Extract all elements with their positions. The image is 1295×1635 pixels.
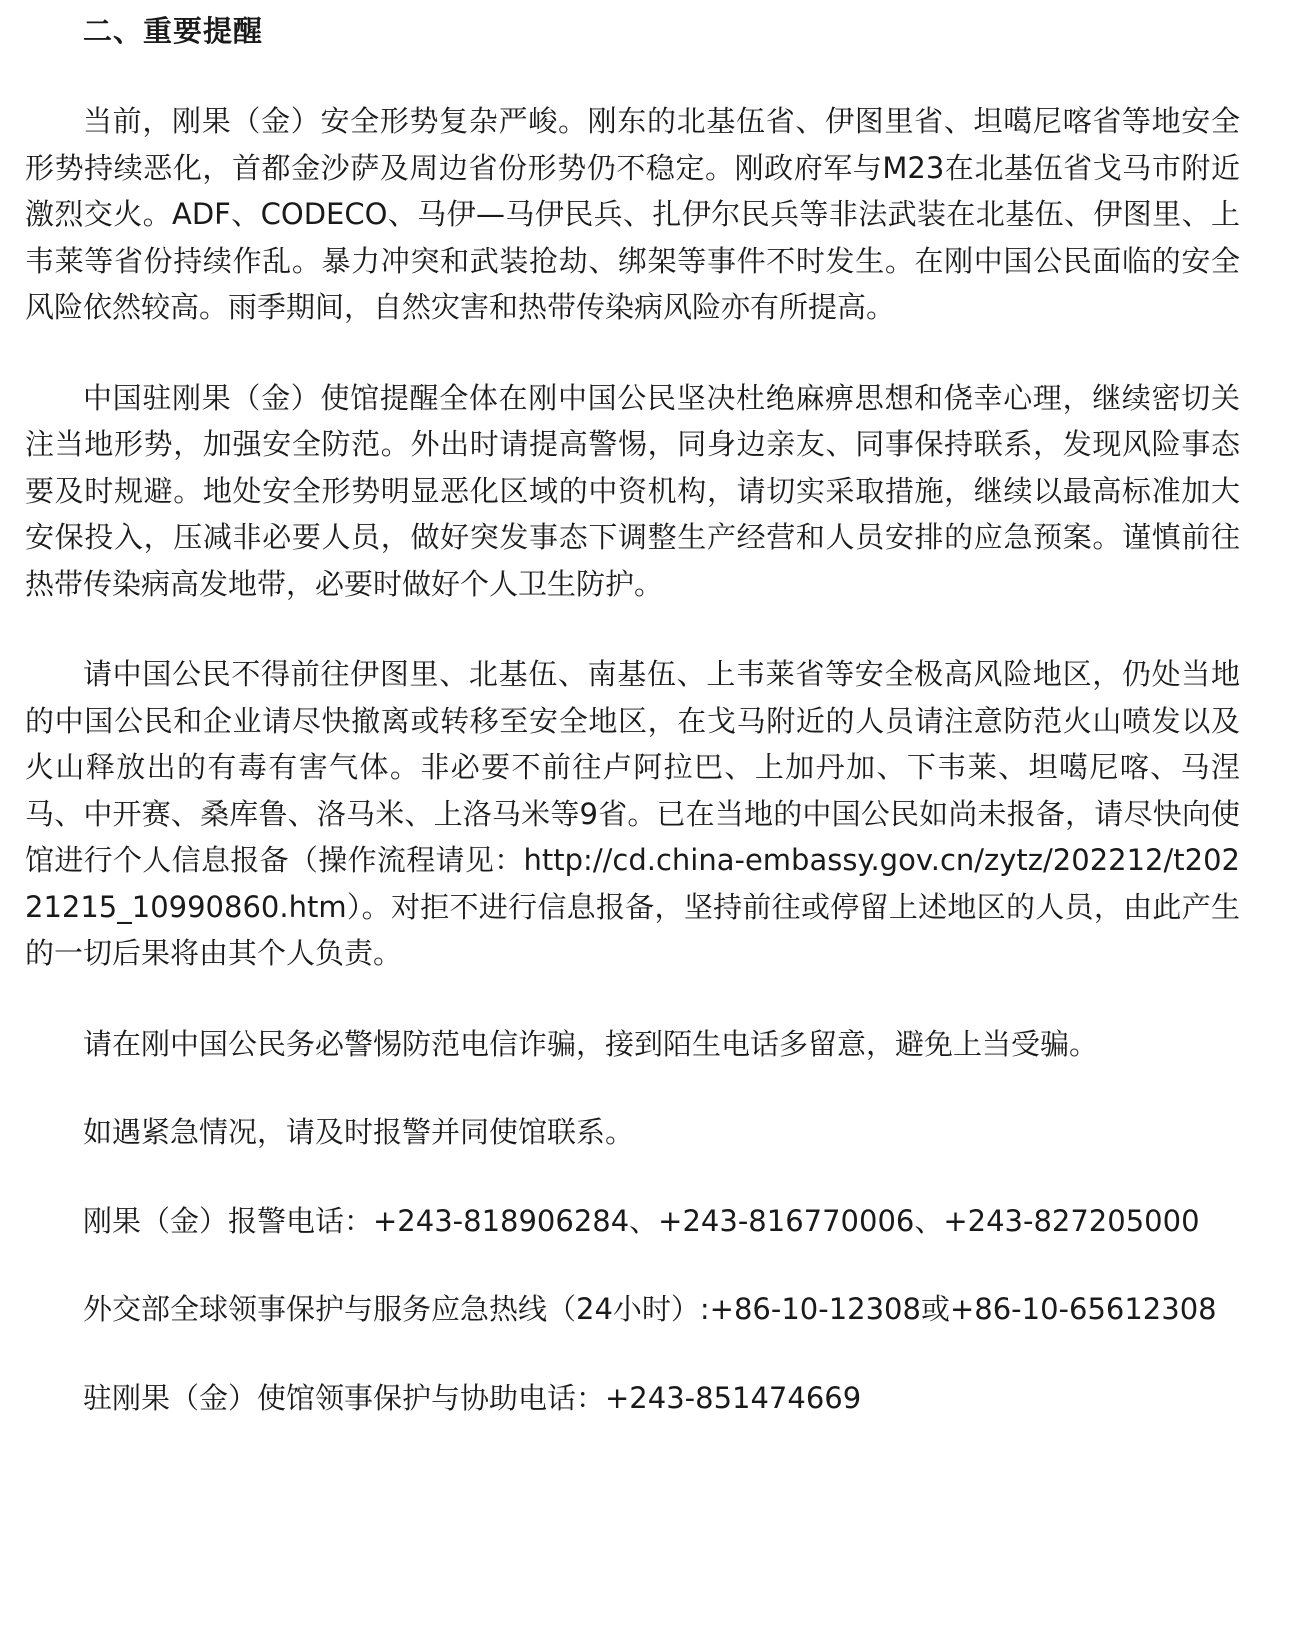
paragraph-fraud-warning: 请在刚中国公民务必警惕防范电信诈骗，接到陌生电话多留意，避免上当受骗。 [83,1026,1099,1061]
paragraph-police-phones: 刚果（金）报警电话：+243-818906284、+243-816770006、+243-827205000 [83,1203,1200,1238]
paragraph-hotline: 外交部全球领事保护与服务应急热线（24小时）:+86-10-12308或+86-10-65612308 [83,1292,1217,1326]
article-body [25,0,1240,1421]
paragraph-travel-restrictions: 请中国公民不得前往伊图里、北基伍、南基伍、上韦莱省等安全极高风险地区，仍处当地的中国公民和企业请尽快撤离或转移至安全地区，在戈马附近的人员请注意防范火山喷发以及火山释放出的有毒有害气体。非必要不前往卢阿拉巴、上加丹加、下韦莱、坦噶尼喀、马涅马、中开赛、桑库鲁、洛马米、上洛马米等9省。已在当地的中国公民如尚未报备，请尽快向使馆进行个人信息报备（操作流程请见：http://cd.china-embassy.gov.cn/zytz/202212/t20221215_10990860.htm）。对拒不进行信息报备，坚持前往或停留上述地区的人员，由此产生的一切后果将由其个人负责。 [25,657,1240,970]
paragraph-embassy-reminder: 中国驻刚果（金）使馆提醒全体在刚中国公民坚决杜绝麻痹思想和侥幸心理，继续密切关注当地形势，加强安全防范。外出时请提高警惕，同身边亲友、同事保持联系，发现风险事态要及时规避。地处安全形势明显恶化区域的中资机构，请切实采取措施，继续以最高标准加大安保投入，压减非必要人员，做好突发事态下调整生产经营和人员安排的应急预案。谨慎前往热带传染病高发地带，必要时做好个人卫生防护。 [25,380,1240,601]
paragraph-security-situation: 当前，刚果（金）安全形势复杂严峻。刚东的北基伍省、伊图里省、坦噶尼喀省等地安全形势持续恶化，首都金沙萨及周边省份形势仍不稳定。刚政府军与M23在北基伍省戈马市附近激烈交火。ADF、CODECO、马伊—马伊民兵、扎伊尔民兵等非法武装在北基伍、伊图里、上韦莱等省份持续作乱。暴力冲突和武装抢劫、绑架等事件不时发生。在刚中国公民面临的安全风险依然较高。雨季期间，自然灾害和热带传染病风险亦有所提高。 [25,104,1240,324]
section-heading: 二、重要提醒 [83,14,264,48]
paragraph-embassy-phone: 驻刚果（金）使馆领事保护与协助电话：+243-851474669 [83,1380,862,1415]
paragraph-emergency-contact: 如遇紧急情况，请及时报警并同使馆联系。 [83,1115,635,1149]
